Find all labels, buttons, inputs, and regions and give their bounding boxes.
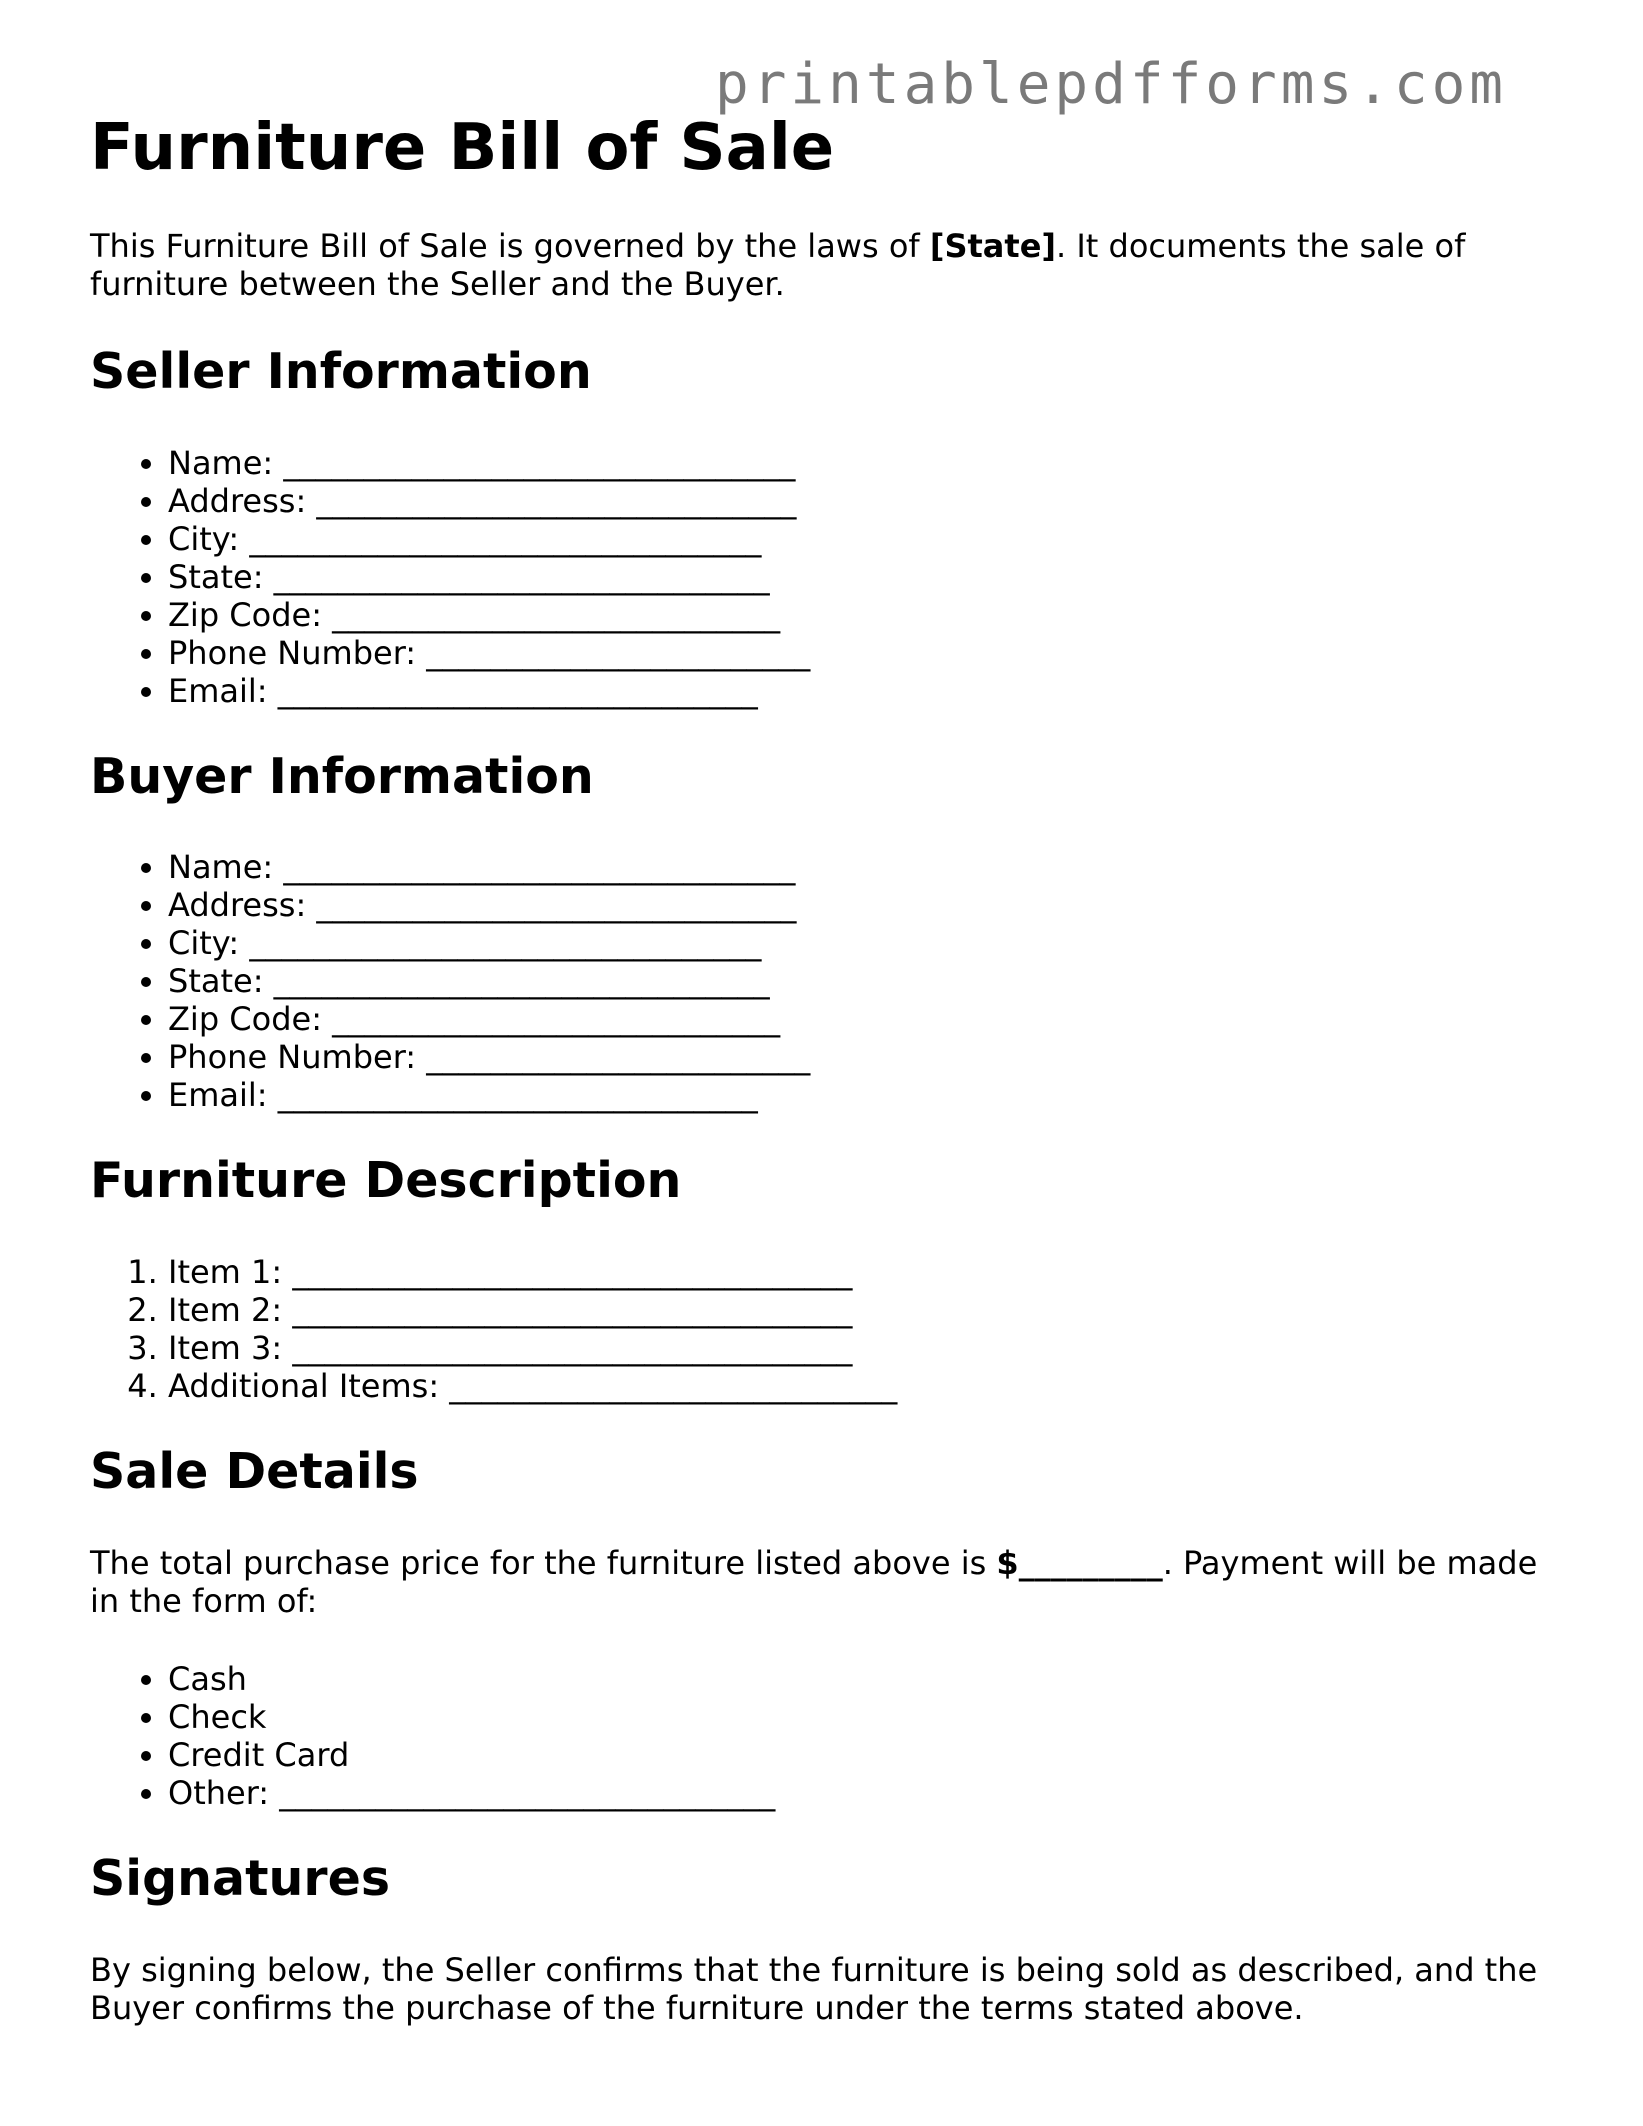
seller-email-field[interactable] [168, 672, 1560, 710]
field-label: Phone Number: [168, 633, 417, 672]
buyer-email-field[interactable] [168, 1076, 1560, 1114]
field-label: Name: [168, 443, 274, 482]
seller-city-field[interactable] [168, 520, 1560, 558]
fill-line[interactable]: ____________________________ [449, 1367, 898, 1406]
field-label: Item 1: [168, 1253, 283, 1292]
furniture-item-1[interactable] [168, 1253, 1560, 1291]
seller-fields-list [90, 444, 1560, 710]
furniture-items-list [90, 1253, 1560, 1405]
seller-heading: Seller Information [90, 342, 592, 400]
signatures-paragraph: By signing below, the Seller confirms that the furniture is being sold as described, and the Buyer confirms the purchase of the furniture under the terms stated above. [90, 1950, 1538, 2027]
furniture-heading: Furniture Description [90, 1152, 682, 1210]
fill-line[interactable]: ________________________ [426, 1038, 811, 1077]
fill-line[interactable]: _______________________________ [279, 1773, 776, 1812]
field-label: State: [168, 557, 264, 596]
buyer-phone-field[interactable] [168, 1038, 1560, 1076]
fill-line[interactable]: ________________________________ [283, 443, 796, 482]
fill-line[interactable]: ______________________________ [277, 1076, 758, 1115]
seller-zip-field[interactable] [168, 596, 1560, 634]
furniture-item-3[interactable] [168, 1329, 1560, 1367]
field-label: Additional Items: [168, 1367, 440, 1406]
fill-line[interactable]: ________________________ [426, 633, 811, 672]
buyer-heading: Buyer Information [90, 747, 594, 805]
field-label: Name: [168, 848, 274, 887]
sale-text-after: . Payment will be made in the form of: [90, 1543, 1538, 1620]
fill-line[interactable]: ______________________________ [277, 671, 758, 710]
payment-methods-list [90, 1660, 1560, 1812]
payment-check: • Check [168, 1698, 1560, 1736]
fill-line[interactable]: ____________________________ [332, 595, 781, 634]
page-title: Furniture Bill of Sale [90, 111, 835, 185]
intro-paragraph [90, 227, 1560, 303]
fill-line[interactable]: ________________________________ [249, 519, 762, 558]
sale-details-heading: Sale Details [90, 1443, 419, 1501]
sale-price-paragraph [90, 1544, 1560, 1620]
intro-text-before: This Furniture Bill of Sale is governed by the laws of [90, 226, 930, 265]
payment-other-field[interactable] [168, 1774, 1560, 1812]
field-label: Item 3: [168, 1329, 283, 1368]
buyer-name-field[interactable] [168, 848, 1560, 886]
buyer-city-field[interactable] [168, 924, 1560, 962]
seller-state-field[interactable] [168, 558, 1560, 596]
fill-line[interactable]: ___________________________________ [292, 1329, 853, 1368]
field-label: Other: [168, 1773, 270, 1812]
buyer-address-field[interactable] [168, 886, 1560, 924]
document-page [90, 110, 1560, 2067]
field-label: Zip Code: [168, 595, 322, 634]
buyer-state-field[interactable] [168, 962, 1560, 1000]
fill-line[interactable]: ____________________________ [332, 1000, 781, 1039]
state-placeholder: [State] [929, 226, 1057, 265]
signatures-heading: Signatures [90, 1849, 390, 1907]
payment-cash: • Cash [168, 1660, 1560, 1698]
fill-line[interactable]: ________________________________ [283, 848, 796, 887]
seller-address-field[interactable] [168, 482, 1560, 520]
fill-line[interactable]: ________________________________ [249, 924, 762, 963]
fill-line[interactable]: _______________________________ [273, 557, 770, 596]
field-label: Address: [168, 481, 307, 520]
field-label: Item 2: [168, 1291, 283, 1330]
seller-name-field[interactable] [168, 444, 1560, 482]
field-label: City: [168, 519, 240, 558]
fill-line[interactable]: ___________________________________ [292, 1291, 853, 1330]
field-label: Zip Code: [168, 1000, 322, 1039]
field-label: State: [168, 962, 264, 1001]
field-label: Email: [168, 671, 268, 710]
sale-text-before: The total purchase price for the furniture listed above is [90, 1543, 997, 1582]
field-label: Address: [168, 886, 307, 925]
field-label: City: [168, 924, 240, 963]
buyer-fields-list [90, 848, 1560, 1114]
intro-text-after: . It documents the sale of furniture between the Seller and the Buyer. [90, 226, 1466, 303]
furniture-additional-items[interactable] [168, 1367, 1560, 1405]
field-label: Phone Number: [168, 1038, 417, 1077]
fill-line[interactable]: ___________________________________ [292, 1253, 853, 1292]
field-label: Email: [168, 1076, 268, 1115]
watermark: printablepdfforms.com [715, 52, 1508, 117]
furniture-item-2[interactable] [168, 1291, 1560, 1329]
fill-line[interactable]: ______________________________ [316, 886, 797, 925]
payment-credit-card: • Credit Card [168, 1736, 1560, 1774]
fill-line[interactable]: ______________________________ [316, 481, 797, 520]
price-blank[interactable]: $_________ [996, 1543, 1163, 1582]
buyer-zip-field[interactable] [168, 1000, 1560, 1038]
seller-phone-field[interactable] [168, 634, 1560, 672]
fill-line[interactable]: _______________________________ [273, 962, 770, 1001]
